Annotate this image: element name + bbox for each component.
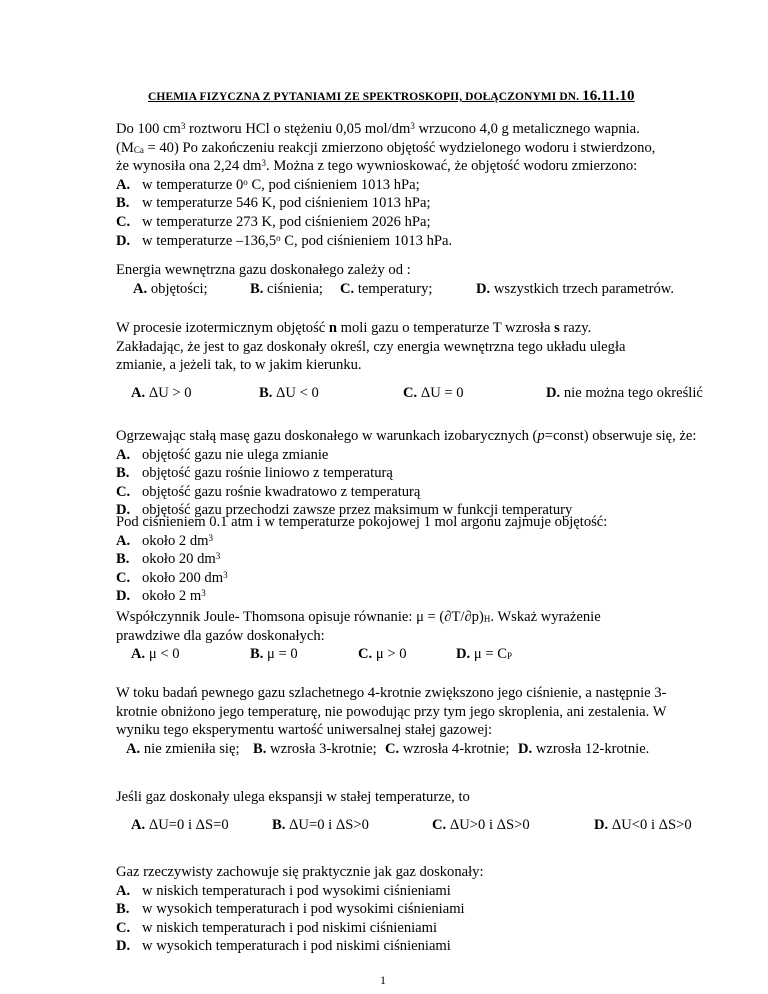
q1-option-b: B. w temperaturze 546 K, pod ciśnieniem 1013 hPa; (116, 195, 431, 212)
q4-option-a: A. objętość gazu nie ulega zmianie (116, 446, 329, 463)
q7-option-c: C. wzrosła 4-krotnie; (385, 740, 510, 757)
q3-option-d: D. nie można tego określić (546, 384, 703, 401)
q6-line-2: prawdziwe dla gazów doskonałych: (116, 627, 325, 644)
q1-line-2: $(M_{Ca} = 40)$ Po zakończeniu reakcji zmierzono objętość wydzielonego wodoru i stwierdzono, (116, 139, 656, 156)
q2-option-d: D. wszystkich trzech parametrów. (476, 280, 675, 297)
q2-option-b: B. ciśnienia; (250, 280, 323, 297)
question-7 (116, 684, 686, 759)
q9-option-c: C. w niskich temperaturach i pod niskimi ciśnieniami (116, 919, 438, 936)
q5-option-c: C. około 200 $dm^3$ (116, 569, 228, 586)
q3-line-2: Zakładając, że jest to gaz doskonały określ, czy energia wewnętrzna tego układu uległa (116, 338, 626, 355)
q3-line-3: zmianie, a jeżeli tak, to w jakim kierunku. (116, 357, 362, 374)
q2-option-a: A. objętości; (133, 280, 208, 297)
q8-option-c: C. ΔU>0 i ΔS>0 (432, 816, 530, 833)
q3-option-b: B. ΔU < 0 (259, 384, 319, 401)
q7-line-3: wyniku tego eksperymentu wartość uniwersalnej stałej gazowej: (116, 722, 493, 739)
q7-option-a: A. nie zmieniła się; (126, 740, 240, 757)
q6-option-a: A. μ < 0 (131, 646, 180, 663)
q1-line-3: że wynosiła ona 2,24 $dm^3$. Można z tego wywnioskować, że objętość wodoru zmierzono: (116, 158, 638, 175)
q8-option-a: A. ΔU=0 i ΔS=0 (131, 816, 229, 833)
q8-options (116, 816, 716, 835)
q7-line-2: krotnie obniżono jego temperaturę, nie powodując przy tym jego skroplenia, ani zestalenia. W (116, 703, 667, 720)
q8-stem: Jeśli gaz doskonały ulega ekspansji w stałej temperaturze, to (116, 789, 470, 805)
q4-option-d: D. objętość gazu przechodzi zawsze przez maksimum w funkcji temperatury (116, 502, 573, 519)
q9-option-a: A. w niskich temperaturach i pod wysokimi ciśnieniami (116, 882, 451, 899)
question-5 (116, 513, 686, 606)
q9-option-b: B. w wysokich temperaturach i pod wysokimi ciśnieniami (116, 901, 465, 918)
page-title (148, 88, 635, 105)
q8-option-d: D. ΔU<0 i ΔS>0 (594, 816, 692, 833)
q3-option-c: C. ΔU = 0 (403, 384, 464, 401)
q7-options (116, 740, 686, 759)
page-number: 1 (380, 973, 386, 987)
q6-option-c: C. μ > 0 (358, 646, 407, 663)
q9-stem: Gaz rzeczywisty zachowuje się praktycznie jak gaz doskonały: (116, 864, 484, 880)
q5-stem: Pod ciśnieniem 0.1 atm i w temperaturze pokojowej 1 mol argonu zajmuje objętość: (116, 514, 608, 530)
q3-line-1: W procesie izotermicznym objętość n moli gazu o temperaturze T wzrosła s razy. (116, 320, 592, 336)
q4-option-c: C. objętość gazu rośnie kwadratowo z temperaturą (116, 483, 421, 500)
q2-option-c: C. temperatury; (340, 280, 433, 297)
title-text: CHEMIA FIZYCZNA Z PYTANIAMI ZE SPEKTROSKOPII, DOŁĄCZONYMI DN. (148, 91, 580, 103)
question-1 (116, 120, 686, 250)
q9-option-d: D. w wysokich temperaturach i pod niskimi ciśnieniami (116, 938, 451, 955)
q4-option-b: B. objętość gazu rośnie liniowo z temperaturą (116, 465, 393, 482)
q1-line-1: Do 100 $cm^3$ roztworu HCl o stężeniu 0,05 mol/$dm^3$ wrzucono 4,0 g metalicznego wapnia. (116, 121, 640, 137)
q6-option-d: D. $\mu = C_P$ (456, 646, 512, 663)
q7-option-b: B. wzrosła 3-krotnie; (253, 740, 377, 757)
q6-line-1: Współczynnik Joule- Thomsona opisuje równanie: $\mu = (\partial T/\partial p)_H$. Wskaż wyrażenie (116, 609, 601, 625)
q1-option-d: D. w temperaturze –136,5$^o$ C, pod ciśnieniem 1013 hPa. (116, 232, 453, 249)
q2-stem: Energia wewnętrzna gazu doskonałego zależy od : (116, 262, 411, 278)
q6-option-b: B. μ = 0 (250, 646, 298, 663)
question-4 (116, 427, 697, 520)
q8-option-b: B. ΔU=0 i ΔS>0 (272, 816, 369, 833)
q6-options (116, 645, 686, 664)
title-date: 16.11.10 (582, 88, 635, 104)
question-2 (116, 261, 686, 299)
question-9 (116, 863, 686, 956)
q3-options (116, 384, 703, 403)
question-6 (116, 608, 686, 664)
q5-option-b: B. około 20 $dm^3$ (116, 551, 221, 568)
q1-option-c: C. w temperaturze 273 K, pod ciśnieniem 2026 hPa; (116, 213, 431, 230)
q7-line-1: W toku badań pewnego gazu szlachetnego 4-krotnie zwiększono jego ciśnienie, a następnie 3- (116, 685, 667, 701)
q3-option-a: A. ΔU > 0 (131, 384, 192, 401)
q1-option-a: A. w temperaturze 0$^o$ C, pod ciśnieniem 1013 hPa; (116, 176, 420, 193)
q4-stem: Ogrzewając stałą masę gazu doskonałego w warunkach izobarycznych (p=const) obserwuje się, że: (116, 428, 697, 444)
q5-option-a: A. około 2 $dm^3$ (116, 532, 213, 549)
question-8 (116, 788, 716, 835)
q7-option-d: D. wzrosła 12-krotnie. (518, 740, 650, 757)
question-3 (116, 319, 703, 403)
q2-options (116, 280, 686, 299)
q5-option-d: D. około 2 $m^3$ (116, 588, 206, 605)
